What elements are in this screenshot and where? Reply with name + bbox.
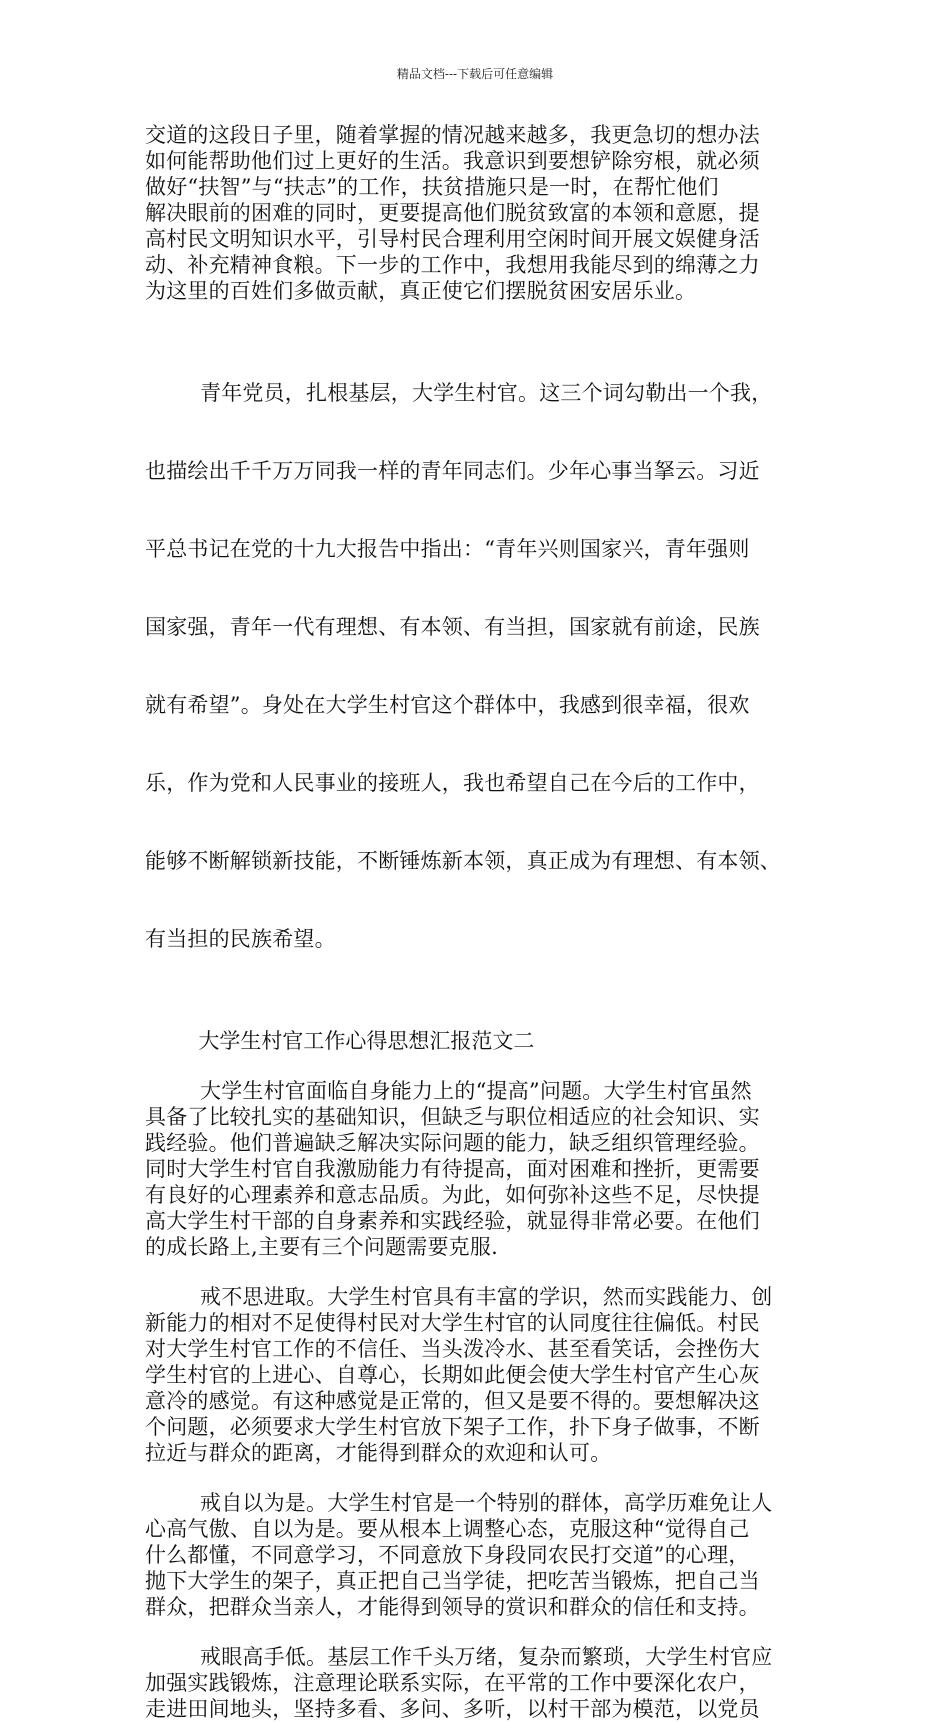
text-line: 对大学生村官工作的不信任、当头泼冷水、甚至看笑话，会挫伤大 [145,1337,760,1361]
document-body [145,122,825,1722]
text-line: 大学生村官面临自身能力上的“提高”问题。大学生村官虽然 [145,1079,752,1103]
text-line: 青年党员，扎根基层，大学生村官。这三个词勾勒出一个我， [145,381,773,405]
text-line: 意冷的感觉。有这种感觉是正常的，但又是要不得的。要想解决这 [145,1389,760,1413]
text-line: 能够不断解锁新技能，不断锤炼新本领，真正成为有理想、有本领、 [145,849,781,873]
text-line: 戒不思进取。大学生村官具有丰富的学识，然而实践能力、创 [145,1285,773,1309]
text-line: 什么都懂，不同意学习，不同意放下身段同农民打交道”的心理， [145,1543,750,1567]
paragraph [145,122,825,304]
text-line: 国家强，青年一代有理想、有本领、有当担，国家就有前途，民族 [145,615,760,639]
text-line: 也描绘出千千万万同我一样的青年同志们。少年心事当拏云。习近 [145,459,760,483]
text-line: 践经验。他们普遍缺乏解决实际问题的能力，缺乏组织管理经验。 [145,1131,760,1155]
text-line: 戒自以为是。大学生村官是一个特别的群体，高学历难免让人 [145,1491,773,1515]
paragraph [145,1644,825,1722]
text-line: 具备了比较扎实的基础知识，但缺乏与职位相适应的社会知识、实 [145,1105,760,1129]
text-line: 乐，作为党和人民事业的接班人，我也希望自己在今后的工作中， [145,771,760,795]
paragraph [145,1078,825,1260]
text-line: 有良好的心理素养和意志品质。为此，如何弥补这些不足，尽快提 [145,1183,760,1207]
text-line: 走进田间地头，坚持多看、多问、多听，以村干部为模范，以党员 [145,1697,760,1721]
section-heading: 大学生村官工作心得思想汇报范文二 [145,1029,535,1053]
text-line: 解决眼前的困难的同时，更要提高他们脱贫致富的本领和意愿，提 [145,201,760,225]
text-line: 如何能帮助他们过上更好的生活。我意识到要想铲除穷根，就必须 [145,149,760,173]
text-line: 有当担的民族希望。 [145,927,336,951]
text-line: 抛下大学生的架子，真正把自己当学徒，把吃苦当锻炼，把自己当 [145,1569,760,1593]
text-line: 戒眼高手低。基层工作千头万绪，复杂而繁琐，大学生村官应 [145,1645,773,1669]
text-line: 心高气傲、自以为是。要从根本上调整心态，克服这种“觉得自己 [145,1517,750,1541]
text-line: 加强实践锻炼，注意理论联系实际，在平常的工作中要深化农户， [145,1671,760,1695]
text-line: 做好“扶智”与“扶志”的工作，扶贫措施只是一时，在帮忙他们 [145,175,719,199]
text-line: 个问题，必须要求大学生村官放下架子工作，扑下身子做事，不断 [145,1415,760,1439]
text-line: 新能力的相对不足使得村民对大学生村官的认同度往往偏低。村民 [145,1311,760,1335]
text-line: 高村民文明知识水平，引导村民合理利用空闲时间开展文娱健身活 [145,227,760,251]
text-line: 学生村官的上进心、自尊心，长期如此便会使大学生村官产生心灰 [145,1363,760,1387]
paragraph [145,1284,825,1466]
text-line: 就有希望”。身处在大学生村官这个群体中，我感到很幸福，很欢 [145,693,750,717]
text-line: 的成长路上,主要有三个问题需要克服. [145,1235,498,1259]
text-line: 动、补充精神食粮。下一步的工作中，我想用我能尽到的绵薄之力 [145,253,760,277]
text-line: 高大学生村干部的自身素养和实践经验，就显得非常必要。在他们 [145,1209,760,1233]
text-line: 平总书记在党的十九大报告中指出：“青年兴则国家兴，青年强则 [145,537,750,561]
text-line: 交道的这段日子里，随着掌握的情况越来越多，我更急切的想办法 [145,123,760,147]
page-header: 精品文档---下载后可任意编辑 [396,67,554,81]
text-line: 为这里的百姓们多做贡献，真正使它们摆脱贫困安居乐业。 [145,279,697,303]
paragraph [145,328,825,1004]
text-line: 拉近与群众的距离，才能得到群众的欢迎和认可。 [145,1441,612,1465]
paragraph [145,1490,825,1620]
text-line: 同时大学生村官自我激励能力有待提高，面对困难和挫折，更需要 [145,1157,760,1181]
text-line: 群众，把群众当亲人，才能得到领导的赏识和群众的信任和支持。 [145,1595,760,1619]
